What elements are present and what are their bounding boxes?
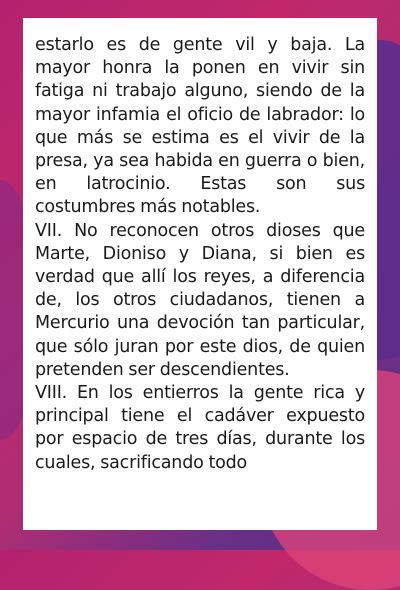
paragraph: estarlo es de gente vil y baja. La mayor honra la ponen en vivir sin fatiga ni trabajo alguno, siendo de la mayor infamia el oficio de labrador: lo que más se estima es el vivir de la presa, ya sea habida en guerra o bien, en latrocinio. Estas son sus costumbres más notables. xyxy=(35,35,365,218)
paragraph: VII. No reconocen otros dioses que Marte, Dioniso y Diana, si bien es verdad que allí los reyes, a diferencia de, los otros ciudadanos, tienen a Mercurio una devoción tan particular, que sólo juran por este dios, de quien pretenden ser descendientes. xyxy=(35,220,365,380)
paragraph: VIII. En los entierros la gente rica y principal tiene el cadáver expuesto por espacio de tres días, durante los cuales, sacrificando todo xyxy=(35,383,365,473)
text-page xyxy=(23,18,377,530)
body-text xyxy=(35,34,365,475)
